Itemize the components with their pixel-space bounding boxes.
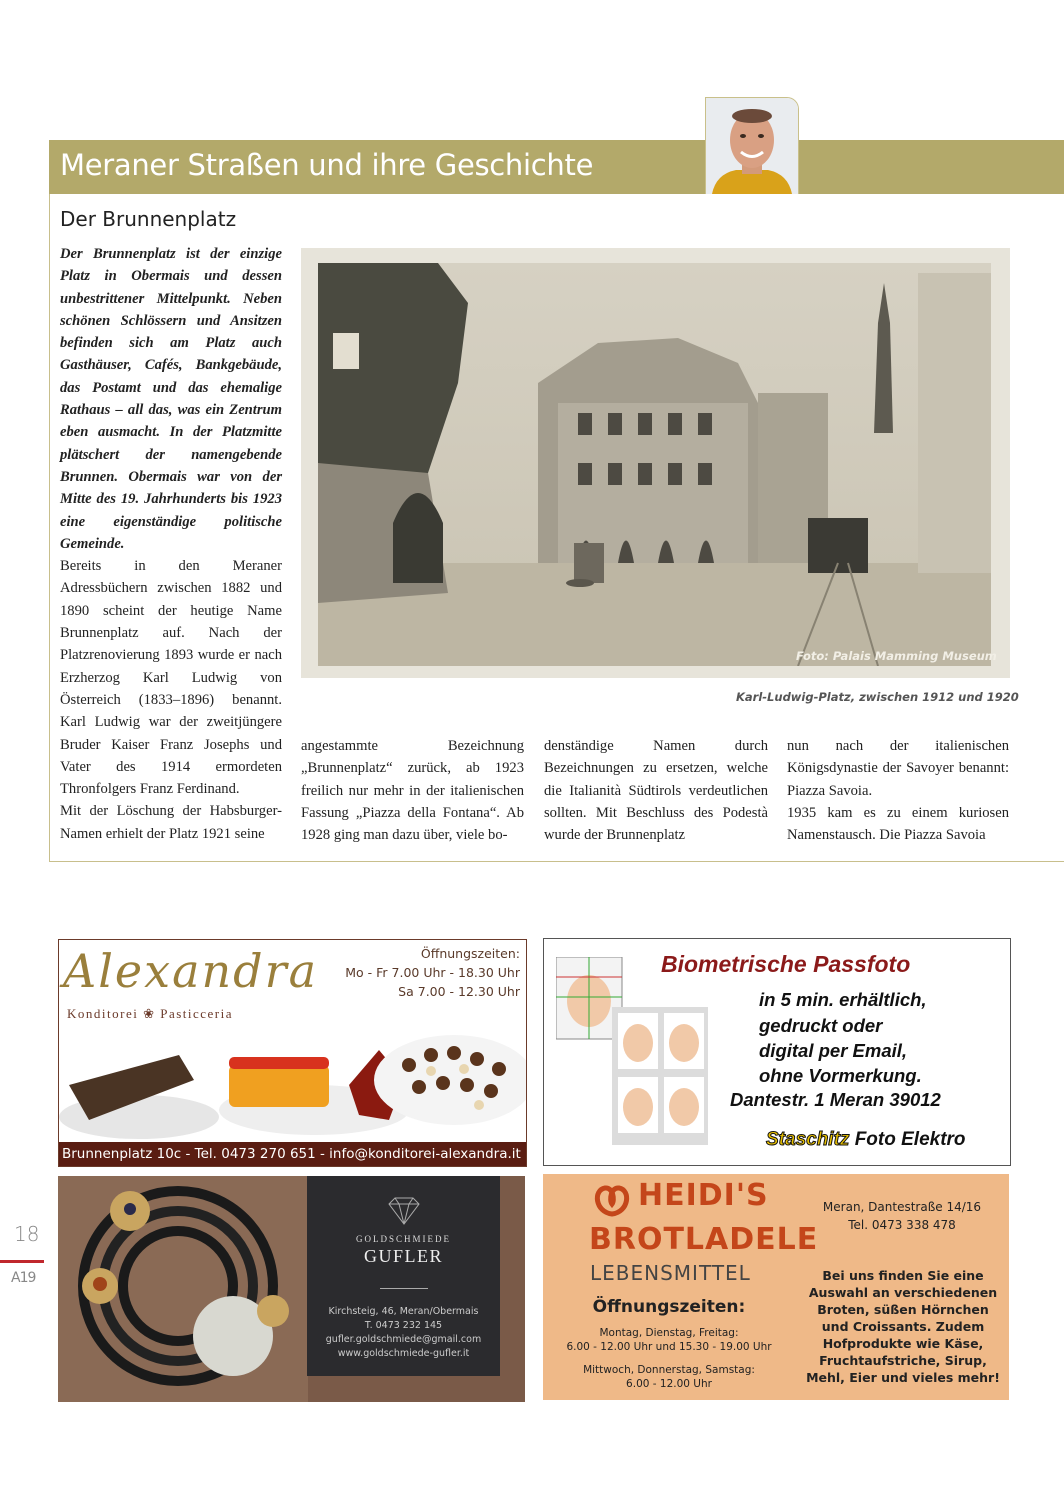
pastry-illustration [59, 1025, 526, 1143]
passfoto-line: digital per Email, [759, 1040, 908, 1061]
frame-rule-left [49, 194, 50, 862]
issue-label: A19 [11, 1270, 36, 1286]
gufler-address: Kirchsteig, 46, Meran/Obermais [328, 1306, 479, 1317]
heidi-hours-times: 6.00 - 12.00 Uhr [626, 1378, 712, 1390]
staschitz-logo: Staschitz Foto Elektro [766, 1129, 966, 1150]
alexandra-subtitle: Konditorei ❀ Pasticceria [67, 1006, 234, 1021]
heidi-hours-days: Mittwoch, Donnerstag, Samstag: [583, 1364, 755, 1376]
ad-passfoto [543, 938, 1011, 1166]
divider [380, 1288, 428, 1289]
article-paragraph: angestammte Bezeichnung „Brunnenplatz“ zurück, ab 1923 freilich nur mehr in der italienischen Fassung „Piazza della Fontana“. Ab 1928 ging man dazu über, viele bo- [301, 738, 524, 844]
article-column-4 [787, 735, 1009, 846]
article-paragraph: Bereits in den Meraner Adressbüchern zwischen 1882 und 1890 scheint der heutige Name Brunnenplatz auf. Nach der Platzrenovierung 1893 wurde er nach Erzherzog Karl Ludwig von Österreich (1833–1896) benannt. Karl Ludwig war der zweitjüngere Bruder Kaiser Franz Josephs und Vater des 1914 ermordeten Thronfolgers Franz Ferdinand. [60, 558, 282, 798]
heidi-hours-days: Montag, Dienstag, Freitag: [599, 1327, 739, 1339]
alexandra-contact: Brunnenplatz 10c - Tel. 0473 270 651 - info@konditorei-alexandra.it [59, 1142, 527, 1166]
passfoto-line: ohne Vormerkung. [759, 1065, 922, 1086]
gufler-panel [307, 1176, 500, 1376]
frame-rule-bottom [49, 861, 1064, 862]
ad-heidis-brotladele [543, 1174, 1009, 1400]
diamond-icon [385, 1196, 423, 1226]
page-number-rule [0, 1260, 44, 1263]
article-paragraph: 1935 kam es zu einem kuriosen Namenstausch. Die Piazza Savoia [787, 804, 1009, 844]
alexandra-hours-saturday: Sa 7.00 - 12.30 Uhr [398, 984, 520, 999]
passfoto-address: Dantestr. 1 Meran 39012 [730, 1089, 941, 1110]
heidi-subtitle: LEBENSMITTEL [590, 1261, 751, 1285]
alexandra-hours-weekday: Mo - Fr 7.00 Uhr - 18.30 Uhr [345, 965, 520, 980]
article-paragraph: denständige Namen durch Bezeichnungen zu ersetzen, welche die Italianità Südtirols verdeutlichen sollten. Mit Beschluss des Podestà wurde der Brunnenplatz [544, 738, 768, 844]
article-paragraph: Mit der Löschung der Habsburger-Namen erhielt der Platz 1921 seine [60, 803, 282, 842]
passfoto-title: Biometrische Passfoto [661, 951, 911, 977]
photo-credit: Foto: Palais Mamming Museum [796, 649, 997, 663]
page-title: Meraner Straßen und ihre Geschichte [60, 148, 594, 182]
heidi-description: Bei uns finden Sie eine Auswahl an verschiedenen Broten, süßen Hörnchen und Croissants. Zudem Hofprodukte wie Käse, Fruchtaufstriche, Sirup, Mehl, Eier und vieles mehr! [806, 1268, 1000, 1385]
heidi-hours-times: 6.00 - 12.00 Uhr und 15.30 - 19.00 Uhr [566, 1341, 772, 1353]
passfoto-line: in 5 min. erhältlich, [759, 989, 927, 1010]
page-number: 18 [14, 1222, 40, 1246]
gufler-email: gufler.goldschmiede@gmail.com [325, 1334, 482, 1345]
article-paragraph: nun nach der italienischen Königsdynastie der Savoyer benannt: Piazza Savoia. [787, 738, 1009, 799]
heidi-title: HEIDI'S [638, 1178, 769, 1213]
historic-photo [318, 263, 991, 666]
ad-konditorei-alexandra [58, 939, 527, 1167]
article-column-2 [301, 735, 524, 846]
ad-goldschmiede-gufler [58, 1176, 525, 1402]
article-column-3 [544, 735, 768, 846]
author-portrait [705, 97, 799, 194]
alexandra-logo: Alexandra [63, 944, 319, 998]
article-column-1 [60, 243, 282, 845]
heidi-phone: Tel. 0473 338 478 [848, 1218, 956, 1232]
gufler-name: GUFLER [363, 1246, 443, 1266]
passport-photos-illustration [556, 957, 716, 1147]
gufler-label: GOLDSCHMIEDE [356, 1234, 451, 1244]
heidi-address: Meran, Dantestraße 14/16 [822, 1200, 982, 1214]
passfoto-line: gedruckt oder [759, 1015, 883, 1036]
article-subtitle: Der Brunnenplatz [60, 207, 237, 231]
gufler-website: www.goldschmiede-gufler.it [337, 1348, 470, 1359]
alexandra-hours-label: Öffnungszeiten: [420, 946, 520, 961]
gufler-phone: T. 0473 232 145 [364, 1320, 443, 1331]
jewelry-illustration [58, 1176, 308, 1402]
photo-caption: Karl-Ludwig-Platz, zwischen 1912 und 1920 [736, 690, 1019, 704]
article-lead: Der Brunnenplatz ist der einzige Platz in Obermais und dessen unbestrittener Mittelpunkt. Neben schönen Schlössern und Ansitzen befinden sich am Platz auch Gasthäuser, Cafés, Bankgebäude, das Postamt und das ehemalige Rathaus – all das, was ein Zentrum eben ausmacht. In der Platzmitte plätschert der namengebende Brunnen. Obermais war von der Mitte des 19. Jahrhunderts bis 1923 eine eigenständige politische Gemeinde. [60, 246, 282, 552]
heidi-hours-title: Öffnungszeiten: [592, 1297, 746, 1317]
heidi-title-2: BROTLADELE [589, 1222, 819, 1257]
pretzel-icon [591, 1182, 633, 1218]
